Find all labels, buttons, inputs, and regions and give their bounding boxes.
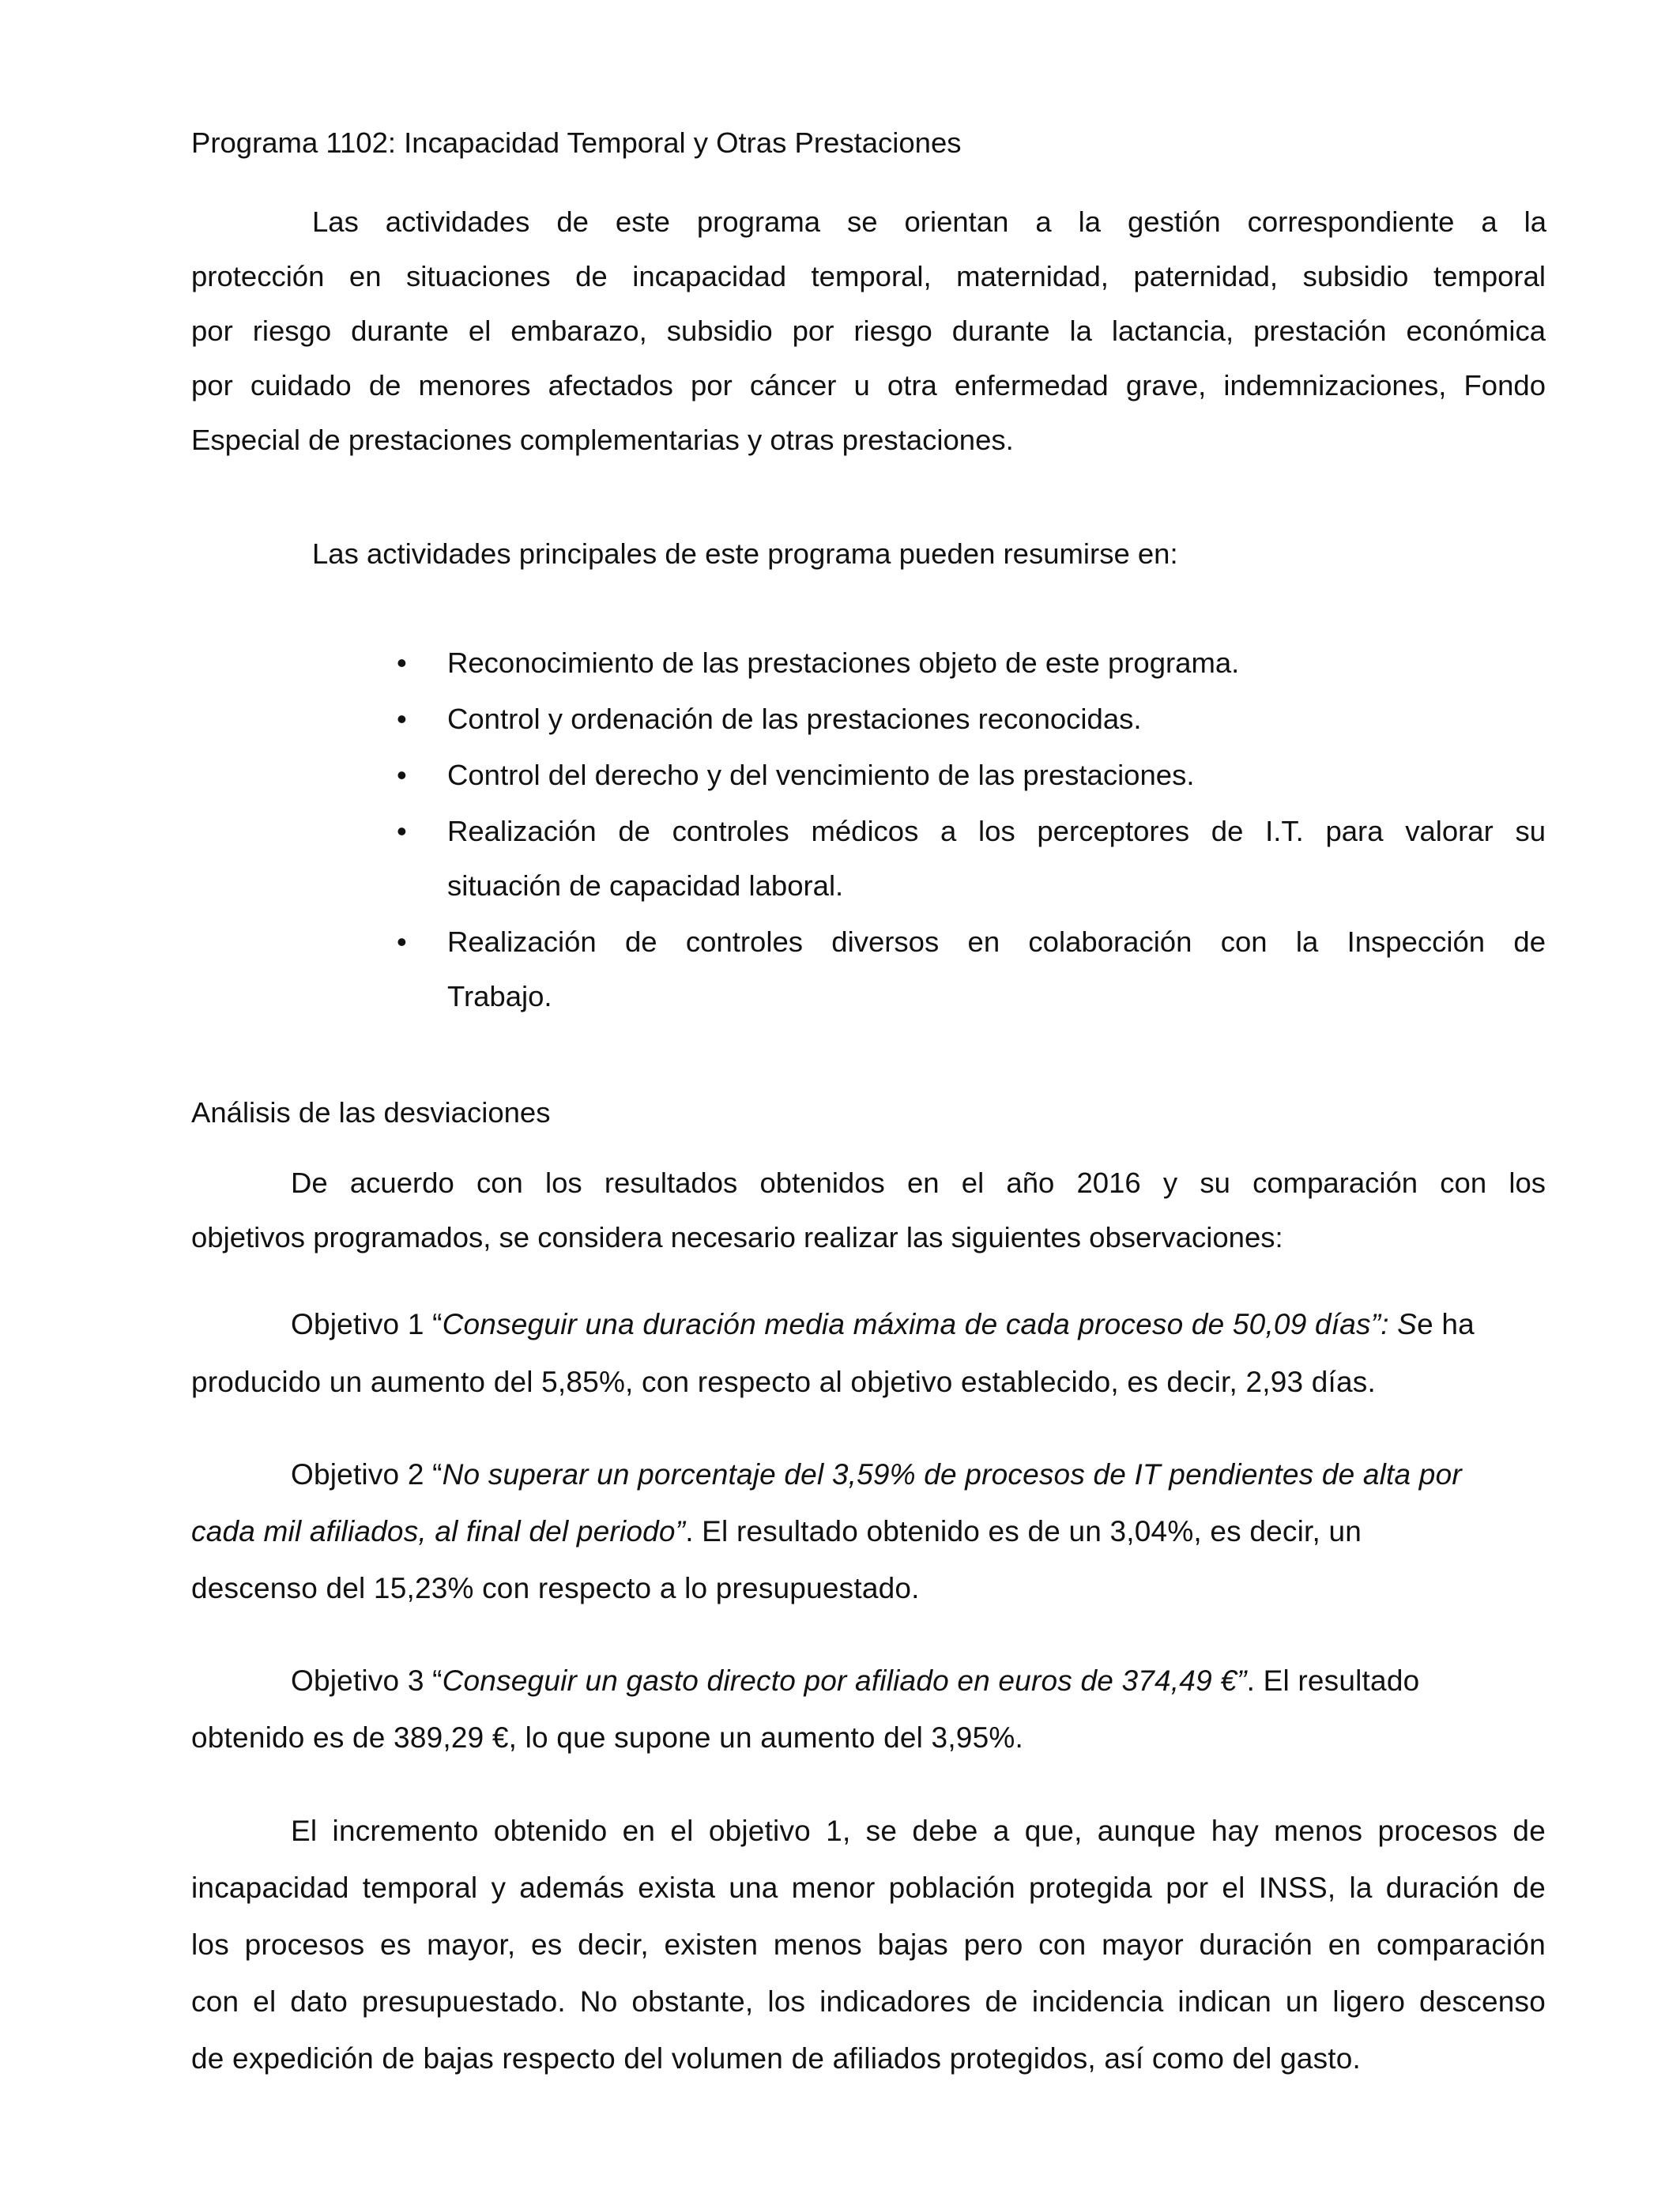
- bullet-item-3: Control del derecho y del vencimiento de las prestaciones.: [447, 759, 1195, 791]
- objetivo-1-rest: e ha: [1417, 1308, 1475, 1340]
- objetivo-2-line-3: descenso del 15,23% con respecto a lo presupuestado.: [191, 1572, 920, 1604]
- objetivo-1-line-2: producido un aumento del 5,85%, con respecto al objetivo establecido, es decir, 2,93 días.: [191, 1366, 1376, 1398]
- conclusion-line-2: incapacidad temporal y además exista una menor población protegida por el INSS, la duración de: [191, 1872, 1546, 1904]
- objetivo-1-italic: Conseguir una duración media máxima de cada proceso de 50,09 días”: S: [442, 1308, 1418, 1340]
- objetivo-2-line-1: [291, 1458, 1462, 1491]
- objetivo-3-line-1: [291, 1664, 1419, 1698]
- analysis-heading: Análisis de las desviaciones: [191, 1096, 551, 1129]
- conclusion-line-3: los procesos es mayor, es decir, existen menos bajas pero con mayor duración en comparación: [191, 1928, 1546, 1961]
- intro-line-2: protección en situaciones de incapacidad temporal, maternidad, paternidad, subsidio temporal: [191, 260, 1546, 292]
- bullet-item-4-line-2: situación de capacidad laboral.: [447, 869, 844, 902]
- intro-line-1: Las actividades de este programa se orientan a la gestión correspondiente a la: [312, 205, 1546, 238]
- objetivo-3-line-2: obtenido es de 389,29 €, lo que supone un aumento del 3,95%.: [191, 1721, 1023, 1754]
- objetivo-2-prefix: Objetivo 2 “: [291, 1458, 443, 1491]
- conclusion-line-4: con el dato presupuestado. No obstante, los indicadores de incidencia indican un ligero descenso: [191, 1985, 1546, 2018]
- objetivo-2-line-2: [191, 1515, 1362, 1548]
- objetivo-1-line-1: [291, 1308, 1546, 1341]
- bullet-marker: •: [397, 647, 407, 679]
- intro-line-3: por riesgo durante el embarazo, subsidio por riesgo durante la lactancia, prestación económica: [191, 315, 1546, 347]
- bullet-item-4-line-1: Realización de controles médicos a los perceptores de I.T. para valorar su: [447, 815, 1546, 847]
- bullet-marker: •: [397, 703, 407, 735]
- intro-line-4: por cuidado de menores afectados por cáncer u otra enfermedad grave, indemnizaciones, Fondo: [191, 369, 1546, 401]
- conclusion-line-5: de expedición de bajas respecto del volumen de afiliados protegidos, así como del gasto.: [191, 2042, 1362, 2075]
- objetivo-3-italic: Conseguir un gasto directo por afiliado en euros de 374,49 €”: [442, 1664, 1247, 1697]
- objetivo-1-prefix: Objetivo 1 “: [291, 1308, 443, 1340]
- objetivo-3-prefix: Objetivo 3 “: [291, 1664, 443, 1697]
- bullet-marker: •: [397, 815, 407, 847]
- bullet-item-2: Control y ordenación de las prestaciones reconocidas.: [447, 703, 1142, 735]
- objetivo-2-italic-2: cada mil afiliados, al final del periodo”: [191, 1515, 686, 1547]
- analysis-intro-line-1: De acuerdo con los resultados obtenidos en el año 2016 y su comparación con los: [291, 1167, 1546, 1199]
- bullet-item-5-line-1: Realización de controles diversos en colaboración con la Inspección de: [447, 925, 1546, 958]
- intro-line-5: Especial de prestaciones complementarias y otras prestaciones.: [191, 424, 1014, 456]
- bullet-marker: •: [397, 925, 407, 958]
- objetivo-3-rest: . El resultado: [1246, 1664, 1420, 1697]
- conclusion-line-1: El incremento obtenido en el objetivo 1, se debe a que, aunque hay menos procesos de: [291, 1815, 1546, 1847]
- bullet-item-5-line-2: Trabajo.: [447, 980, 552, 1012]
- program-heading: Programa 1102: Incapacidad Temporal y Otras Prestaciones: [191, 126, 962, 159]
- bullet-marker: •: [397, 759, 407, 791]
- summary-intro: Las actividades principales de este programa pueden resumirse en:: [312, 537, 1178, 570]
- bullet-item-1: Reconocimiento de las prestaciones objeto de este programa.: [447, 647, 1240, 679]
- analysis-intro-line-2: objetivos programados, se considera necesario realizar las siguientes observaciones:: [191, 1221, 1283, 1253]
- objetivo-2-italic-1: No superar un porcentaje del 3,59% de procesos de IT pendientes de alta por: [442, 1458, 1462, 1491]
- objetivo-2-rest: . El resultado obtenido es de un 3,04%, es decir, un: [685, 1515, 1362, 1547]
